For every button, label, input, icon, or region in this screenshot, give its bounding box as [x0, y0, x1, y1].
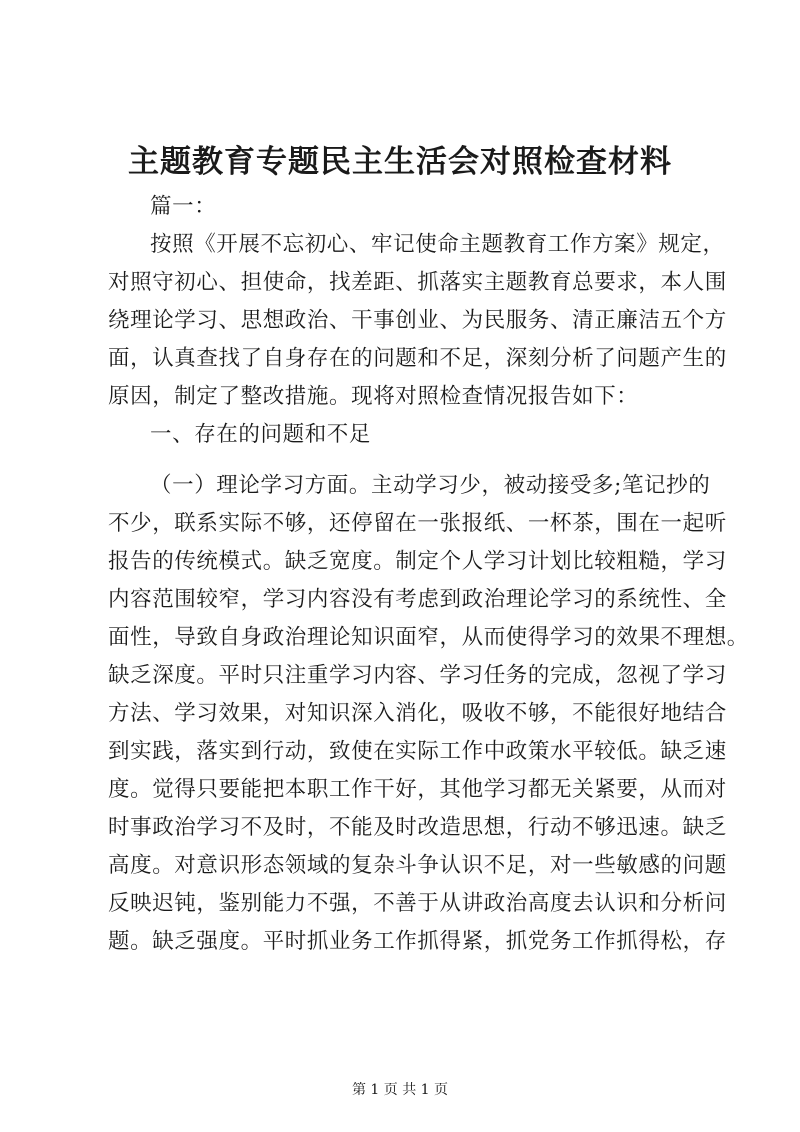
paragraph-line: 面性，导致自身政治理论知识面窄，从而使得学习的效果不理想。 — [108, 625, 749, 650]
paragraph-line: 报告的传统模式。缺乏宽度。制定个人学习计划比较粗糙，学习 — [108, 549, 727, 574]
paragraph-line: 题。缺乏强度。平时抓业务工作抓得紧，抓党务工作抓得松，存 — [108, 929, 727, 954]
paragraph-line: 对照守初心、担使命，找差距、抓落实主题教育总要求，本人围 — [108, 270, 727, 295]
paragraph-line: 方法、学习效果，对知识深入消化，吸收不够，不能很好地结合 — [108, 701, 727, 726]
paragraph-line: 反映迟钝，鉴别能力不强，不善于从讲政治高度去认识和分析问 — [108, 891, 727, 916]
paragraph-line: 到实践，落实到行动，致使在实际工作中政策水平较低。缺乏速 — [108, 739, 727, 764]
paragraph-line: 不少，联系实际不够，还停留在一张报纸、一杯茶，围在一起听 — [108, 511, 727, 536]
section-heading: 一、存在的问题和不足 — [150, 422, 372, 447]
paragraph-line: 面，认真查找了自身存在的问题和不足，深刻分析了问题产生的 — [108, 346, 727, 371]
page-number-footer: 第 1 页 共 1 页 — [351, 1082, 449, 1098]
document-title: 主题教育专题民主生活会对照检查材料 — [128, 144, 672, 180]
paragraph-line: 内容范围较窄，学习内容没有考虑到政治理论学习的系统性、全 — [108, 587, 727, 612]
paragraph-line: 绕理论学习、思想政治、干事创业、为民服务、清正廉洁五个方 — [108, 308, 727, 333]
section-label: 篇一： — [150, 194, 217, 219]
paragraph-line: （一）理论学习方面。主动学习少，被动接受多;笔记抄的 — [150, 473, 711, 498]
paragraph-line: 高度。对意识形态领域的复杂斗争认识不足，对一些敏感的问题 — [108, 853, 727, 878]
paragraph-line: 时事政治学习不及时，不能及时改造思想，行动不够迅速。缺乏 — [108, 815, 727, 840]
paragraph-line: 缺乏深度。平时只注重学习内容、学习任务的完成，忽视了学习 — [108, 663, 727, 688]
paragraph-line: 度。觉得只要能把本职工作干好，其他学习都无关紧要，从而对 — [108, 777, 727, 802]
paragraph-line: 原因，制定了整改措施。现将对照检查情况报告如下： — [108, 384, 639, 409]
paragraph-line: 按照《开展不忘初心、牢记使命主题教育工作方案》规定， — [150, 232, 725, 257]
